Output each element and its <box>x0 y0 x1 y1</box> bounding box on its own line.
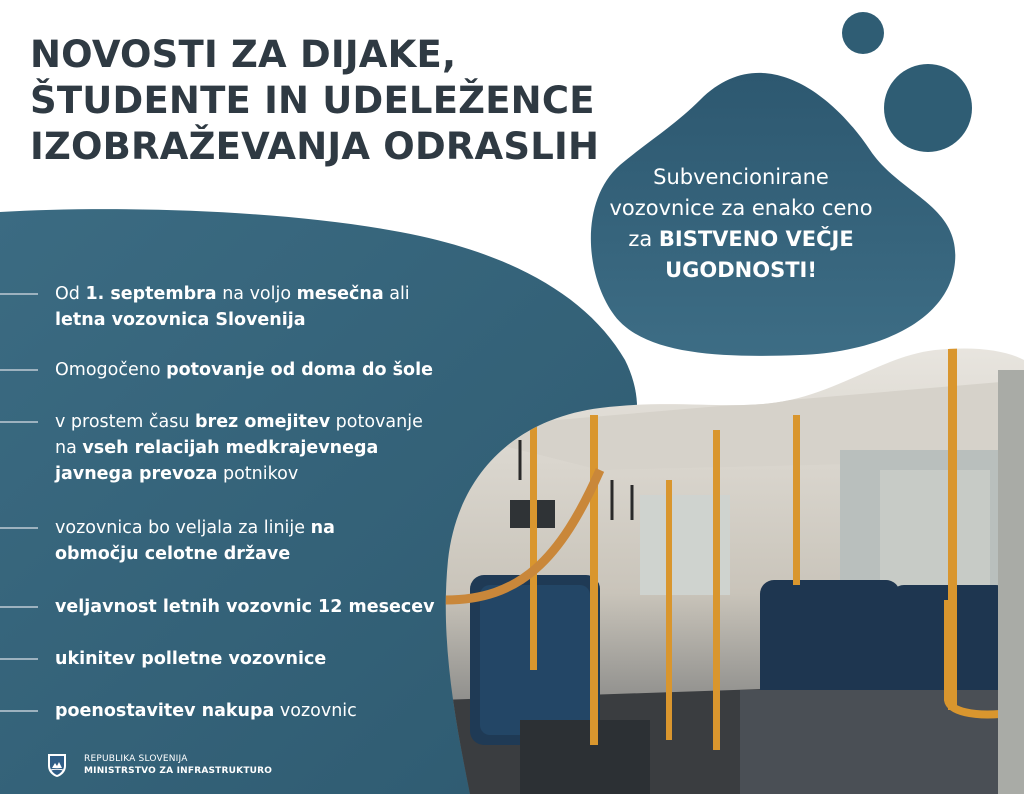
benefit-list <box>0 0 470 794</box>
blob-line-4-bold: UGODNOSTI! <box>665 258 817 282</box>
item-bold: ukinitev polletne vozovnice <box>55 649 327 669</box>
ministry-line-1: REPUBLIKA SLOVENIJA <box>84 754 188 764</box>
decor-circle-small <box>842 12 884 54</box>
blob-line-1: Subvencionirane <box>653 165 829 189</box>
item-text: v prostem času <box>55 412 196 432</box>
blob-line-4 <box>586 255 896 286</box>
blob-line-3-bold: BISTVENO VEČJE <box>658 227 854 251</box>
blob-line-3-prefix: za <box>628 227 659 251</box>
ministry-label <box>84 753 272 777</box>
title-line-2: ŠTUDENTE IN UDELEŽENCE <box>30 79 595 122</box>
item-text: potovanje na <box>55 412 423 458</box>
item-bold: poenostavitev nakupa <box>55 701 275 721</box>
list-dash <box>0 293 38 295</box>
item-text: vozovnic <box>274 701 357 721</box>
item-bold: 1. septembra <box>85 284 217 304</box>
item-bold: vseh relacijah medkrajevnega javnega prevoza <box>55 438 379 484</box>
list-dash <box>0 658 38 660</box>
decor-circle-large <box>884 64 972 152</box>
item-bold: letna vozovnica Slovenija <box>55 310 306 330</box>
list-dash <box>0 527 38 529</box>
item-bold: veljavnost letnih vozovnic 12 mesecev <box>55 597 435 617</box>
list-dash <box>0 421 38 423</box>
title-line-1: NOVOSTI ZA DIJAKE, <box>30 33 457 76</box>
item-bold: mesečna <box>296 284 384 304</box>
item-bold: brez omejitev <box>195 412 331 432</box>
blob-line-3 <box>586 224 896 255</box>
item-text: Od <box>55 284 86 304</box>
item-bold: potovanje od doma do šole <box>166 360 433 380</box>
ministry-line-2: MINISTRSTVO ZA INFRASTRUKTURO <box>84 766 273 776</box>
list-dash <box>0 369 38 371</box>
blob-message <box>586 162 896 286</box>
item-text: na voljo <box>216 284 297 304</box>
list-dash <box>0 710 38 712</box>
title-line-3: IZOBRAŽEVANJA ODRASLIH <box>30 125 600 168</box>
item-text: ali <box>383 284 410 304</box>
list-dash <box>0 606 38 608</box>
blob-line-2: vozovnice za enako ceno <box>609 196 873 220</box>
item-bold: na območju celotne države <box>55 518 335 564</box>
item-text: vozovnica bo veljala za linije <box>55 518 311 538</box>
coat-of-arms-icon <box>46 752 68 778</box>
item-text: potnikov <box>217 464 299 484</box>
item-text: Omogočeno <box>55 360 167 380</box>
